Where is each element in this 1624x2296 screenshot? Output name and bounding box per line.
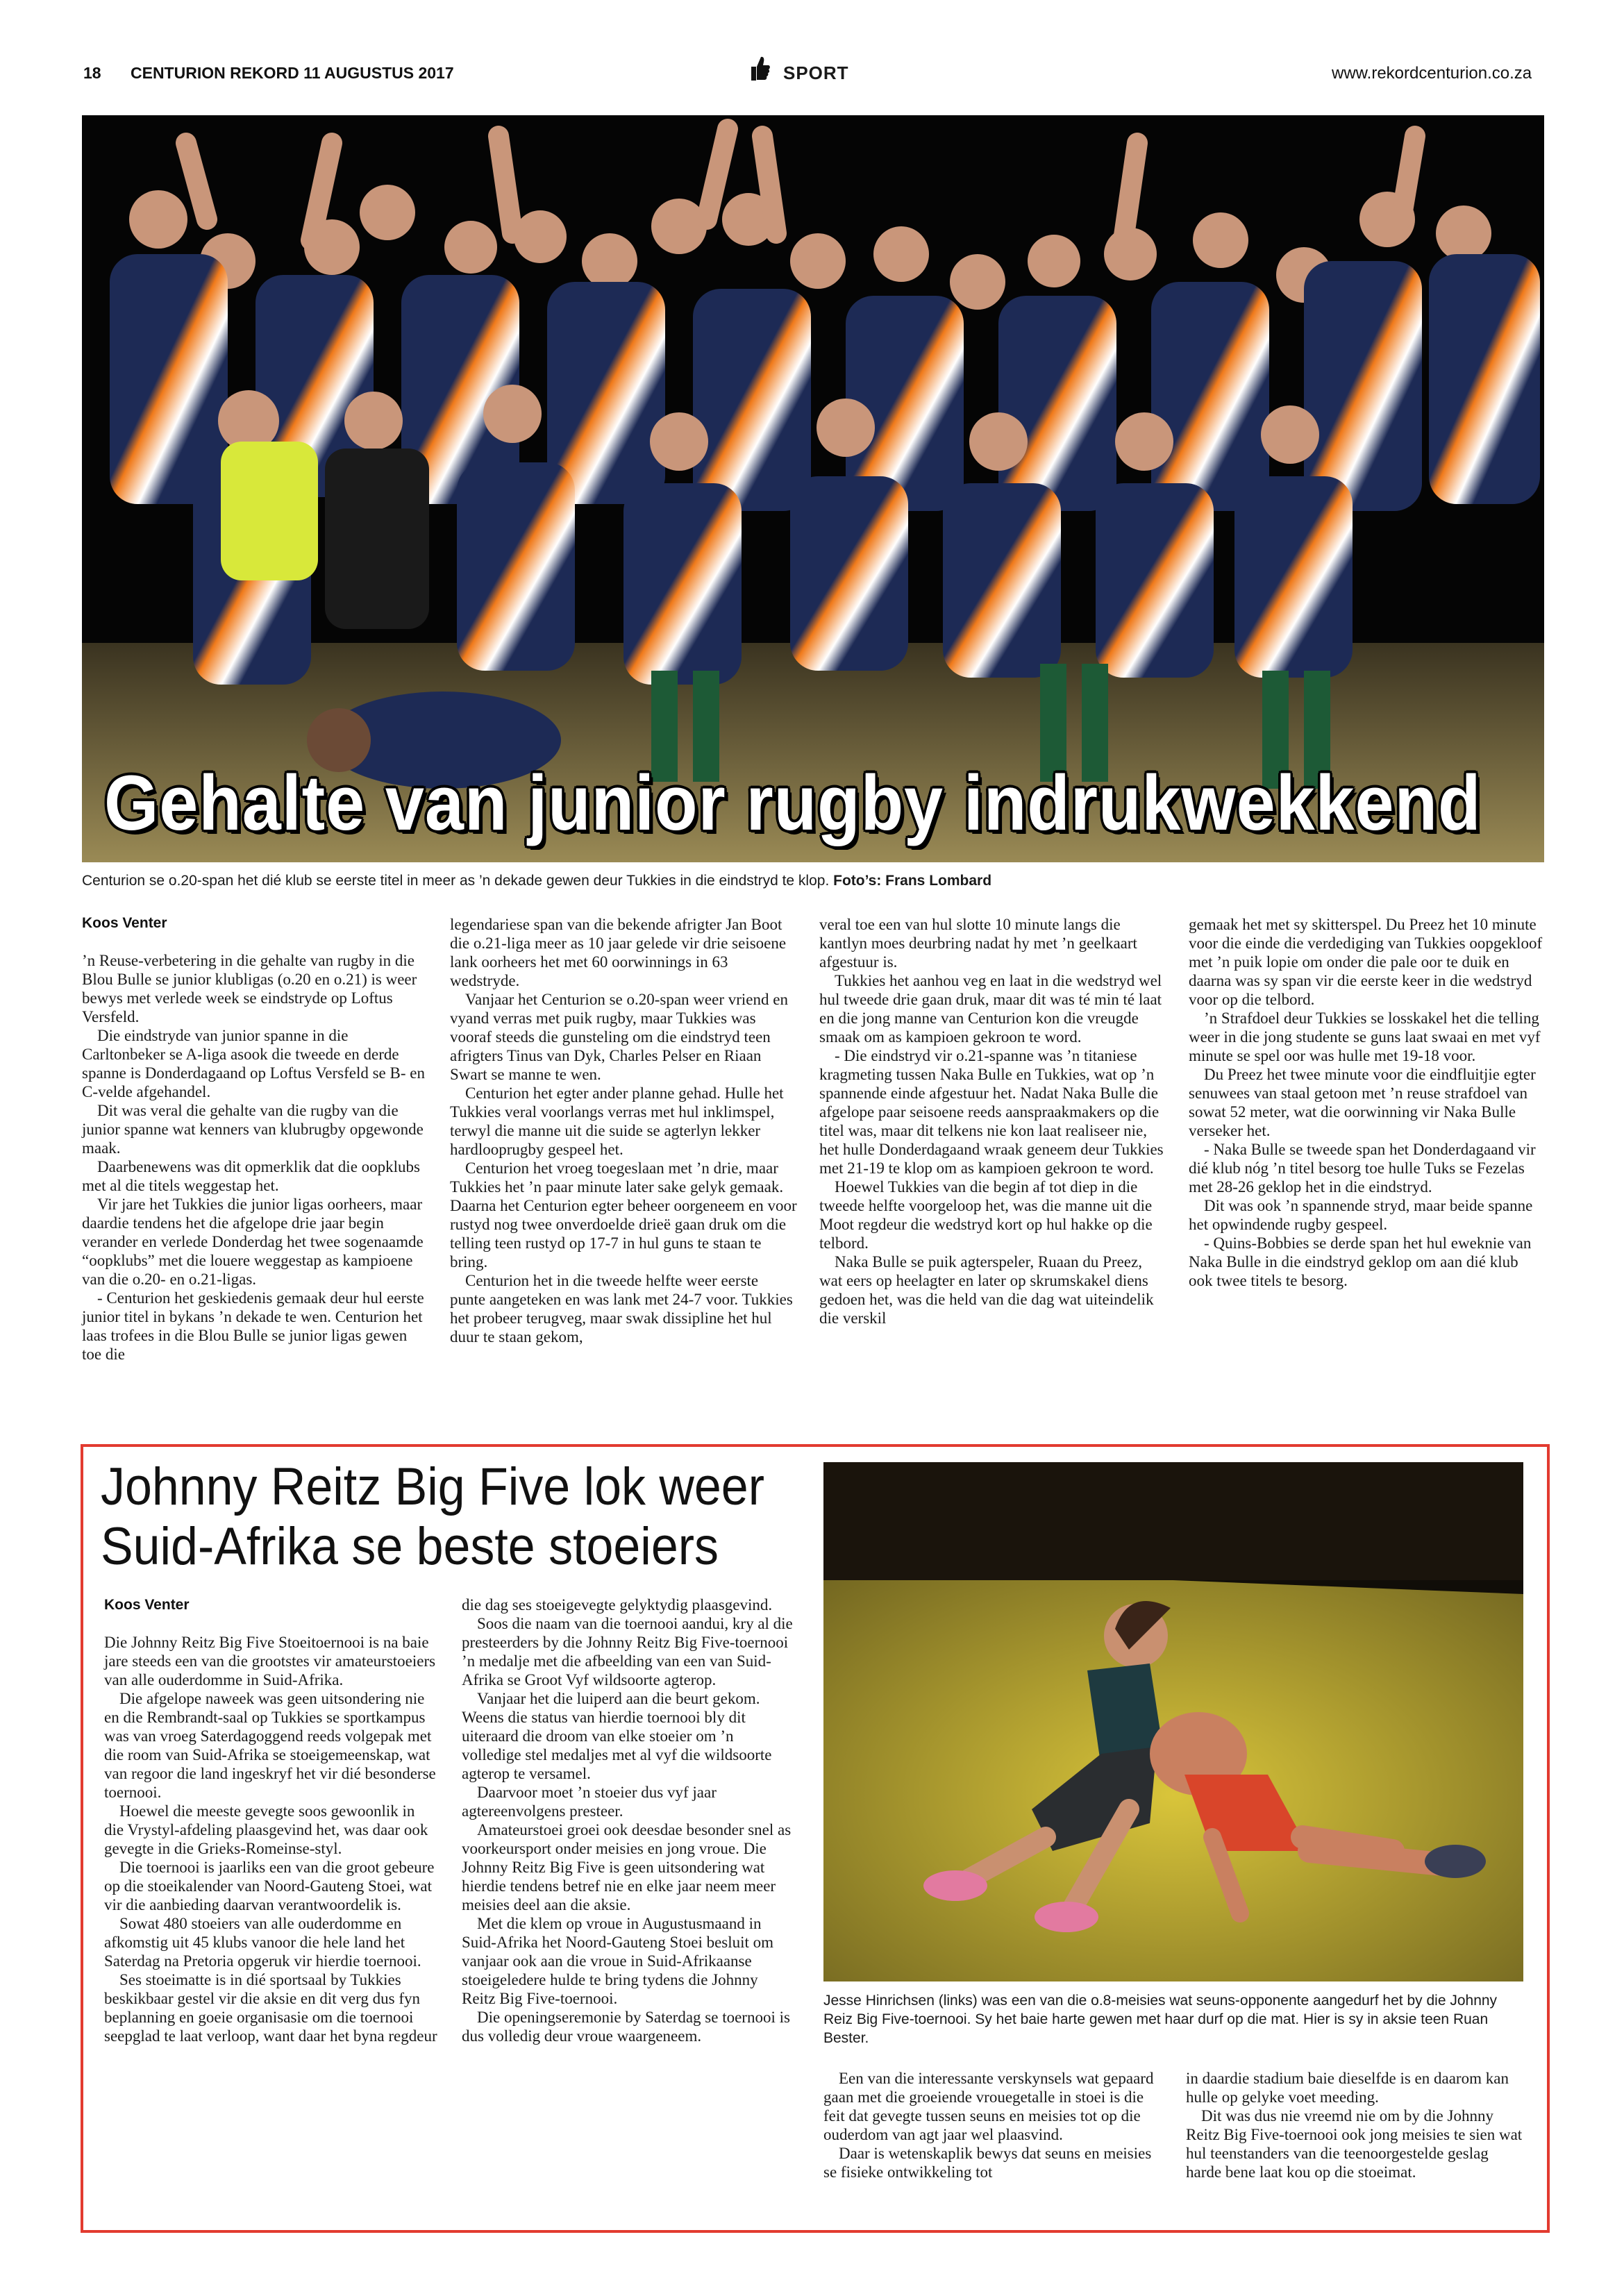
story1-column-1 (82, 951, 429, 1364)
page-number: 18 (83, 64, 101, 82)
paragraph: - Centurion het geskiedenis gemaak deur hul eerste junior titel in bykans ’n dekade te wen. Centurion het laas trofees in die Blou Bulle se junior ligas gewen toe die (82, 1289, 424, 1363)
thumbs-up-icon (747, 54, 771, 82)
paragraph: Vir jare het Tukkies die junior ligas oorheers, maar daardie tendens het die afgelope drie jaar begin verander en verlede Donderdag het twee sogenaamde “oopklubs” met die louere weggestap as kampioene van die o.20- en o.21-ligas. (82, 1196, 424, 1288)
paragraph: Du Preez het twee minute voor die eindfluitjie egter senuwees van staal getoon met ’n reuse strafdoel van sowat 52 meter, wat die oorwinning vir Naka Bulle verseker het. (1189, 1066, 1536, 1139)
story1-column-3 (819, 915, 1166, 1327)
paragraph: Soos die naam van die toernooi aandui, kry al die presteerders by die Johnny Reitz Big Five-toernooi ’n medalje met die afbeelding van een van Suid-Afrika se Groot Vyf wildsoorte agterop. (462, 1615, 793, 1689)
paragraph: Daarvoor moet ’n stoeier dus vyf jaar agtereenvolgens presteer. (462, 1784, 717, 1820)
story2-column-3 (823, 2069, 1164, 2181)
paragraph: Dit was veral die gehalte van die rugby van die junior spanne wat kenners van klubrugby opgewonde maak. (82, 1102, 424, 1157)
paragraph: Die eindstryde van junior spanne in die Carltonbeker se A-liga asook die tweede en derde spanne is Donderdagaand op Loftus Versfeld se B- en C-velde afgehandel. (82, 1027, 425, 1100)
story2-headline-line-1: Johnny Reitz Big Five lok weer (101, 1457, 764, 1516)
section-label (737, 54, 855, 87)
publication-date: CENTURION REKORD 11 AUGUSTUS 2017 (131, 64, 454, 82)
paragraph: Vanjaar het Centurion se o.20-span weer vriend en vyand verras met puik rugby, maar Tukkies was vooraf steeds die gunsteling om die eindstryd teen afrigters Tinus van Dyk, Charles Pelser en Riaan Swart se manne te wen. (450, 991, 788, 1083)
paragraph: - Die eindstryd vir o.21-spanne was ’n titaniese kragmeting tussen Naka Bulle en Tukkies, wat op ’n spannende einde afgestuur het. Nadat Naka Bulle die afgelope paar seisoene reeds aanspraakmakers op die titel was, maar dit telkens nie kon laat realiseer nie, het hulle Donderdagaand wraak geneem deur Tukkies met 21-19 te klop om as kampioen gekroon te word. (819, 1047, 1164, 1177)
section-name: SPORT (783, 62, 849, 83)
paragraph: Naka Bulle se puik agterspeler, Ruaan du Preez, wat eers op heelagter en later op skrumskakel diens gedoen het, was die held van die dag wat uiteindelik die verskil (819, 1253, 1154, 1327)
story1-column-2 (450, 915, 797, 1346)
story1-headline: Gehalte van junior rugby indrukwekkend (104, 760, 1482, 846)
paragraph: ’n Reuse-verbetering in die gehalte van rugby in die Blou Bulle se junior klubligas (o.20 en o.21) is weer bewys met verlede week se eindstryde op Loftus Versfeld. (82, 952, 417, 1025)
paragraph: Die Johnny Reitz Big Five Stoeitoernooi is na baie jare steeds een van die grootstes vir amateurstoeiers van alle ouderdomme in Suid-Afrika. (104, 1634, 436, 1689)
story1-photo-caption (82, 871, 1547, 890)
caption-text: Centurion se o.20-span het dié klub se eerste titel in meer as ’n dekade gewen deur Tukkies in die eindstryd te klop. (82, 873, 830, 889)
paragraph: Hoewel die meeste gevegte soos gewoonlik in die Vrystyl-afdeling plaasgevind het, was daar ook gevegte in die Grieks-Romeinse-styl. (104, 1802, 428, 1857)
paragraph: ’n Strafdoel deur Tukkies se losskakel het die telling weer in die jong studente se guns laat swaai en met vyf minute se spel oor was hulle met 19-18 voor. (1189, 1009, 1541, 1064)
website-url[interactable]: www.rekordcenturion.co.za (1332, 64, 1532, 83)
story2-column-4 (1186, 2069, 1526, 2181)
paragraph: legendariese span van die bekende afrigter Jan Boot die o.21-liga meer as 10 jaar gelede vir drie seisoene lank oorheers het met 60 oorwinnings in 63 wedstryde. (450, 916, 787, 989)
paragraph: in daardie stadium baie dieselfde is en daarom kan hulle op gelyke voet meeding. (1186, 2070, 1509, 2106)
paragraph: Hoewel Tukkies van die begin af tot diep in die tweede helfte voorgeloop het, was die manne uit die Moot regdeur die wedstryd kort op hul hakke op die telbord. (819, 1178, 1153, 1252)
paragraph: Dit was ook ’n spannende stryd, maar beide spanne het opwindende rugby gespeel. (1189, 1197, 1533, 1233)
paragraph: die dag ses stoeigevegte gelyktydig plaasgevind. (462, 1596, 773, 1614)
story1-column-4 (1189, 915, 1544, 1290)
photo-credit: Foto’s: Frans Lombard (833, 873, 992, 889)
paragraph: Centurion het in die tweede helfte weer eerste punte aangeteken en was lank met 24-7 voor. Tukkies het probeer terugveg, maar swak dissipline het hul duur te staan gekom, (450, 1272, 793, 1346)
paragraph: Met die klem op vroue in Augustusmaand in Suid-Afrika het Noord-Gauteng Stoei besluit om vanjaar ook aan die vroue in Suid-Afrikaanse stoeigeledere hulde te bring tydens die Johnny Reitz Big Five-toernooi. (462, 1915, 774, 2007)
wrestling-photo (823, 1462, 1523, 1981)
paragraph: Centurion het vroeg toegeslaan met ’n drie, maar Tukkies het ’n paar minute later sake gelyk gemaak. Daarna het Centurion egter beheer oorgeneem en voor rustyd nog twee onverdoelde drieë gaan druk om die telling teen rustyd op 17-7 in hul guns te staan te bring. (450, 1159, 797, 1271)
paragraph: Daarbenewens was dit opmerklik dat die oopklubs met al die titels weggestap het. (82, 1158, 420, 1194)
paragraph: - Quins-Bobbies se derde span het hul eweknie van Naka Bulle in die eindstryd geklop om aan dié klub ook twee titels te besorg. (1189, 1234, 1532, 1289)
story1-byline: Koos Venter (82, 915, 167, 931)
rugby-team-photo (82, 115, 1544, 862)
paragraph: Daar is wetenskaplik bewys dat seuns en meisies se fisieke ontwikkeling tot (823, 2145, 1152, 2181)
story2-byline: Koos Venter (104, 1597, 190, 1613)
story2-column-2 (462, 1595, 795, 2045)
story2-headline-line-2: Suid-Afrika se beste stoeiers (101, 1517, 719, 1576)
paragraph: Een van die interessante verskynsels wat gepaard gaan met die groeiende vrouegetalle in stoei is die feit dat gevegte tussen seuns en meisies tot op die ouderdom van agt jaar wel plaasvind. (823, 2070, 1154, 2143)
paragraph: Die afgelope naweek was geen uitsondering nie en die Rembrandt-saal op Tukkies se sportkampus was van vroeg Saterdagoggend reeds volgepak met die room van Suid-Afrika se stoeigemeenskap, wat van regoor die land ingeskryf het vir dié besonderse toernooi. (104, 1690, 436, 1801)
paragraph: Centurion het egter ander planne gehad. Hulle het Tukkies veral voorlangs verras met hul inklimspel, terwyl die manne uit die suide se agterlyn lekker hardlooprugby gespeel het. (450, 1084, 784, 1158)
story2-photo-caption: Jesse Hinrichsen (links) was een van die o.8-meisies wat seuns-opponente aangedurf het by die Johnny Reiz Big Five-toernooi. Sy het baie harte gewen met haar durf op die mat. Hier is sy in aksie teen Ruan Bester. (823, 1993, 1498, 2046)
paragraph: Sowat 480 stoeiers van alle ouderdomme en afkomstig uit 45 klubs vanoor die hele land het Saterdag na Pretoria opgeruk vir hierdie toernooi. (104, 1915, 421, 1970)
story2-column-1 (104, 1633, 437, 2045)
paragraph: veral toe een van hul slotte 10 minute langs die kantlyn moes deurbring nadat hy met ’n geelkaart afgestuur is. (819, 916, 1137, 971)
paragraph: Vanjaar het die luiperd aan die beurt gekom. Weens die status van hierdie toernooi bly dit uiteraard die droom van elke stoeier om ’n volledige stel medaljes met al vyf die wildsoorte agterop te versamel. (462, 1690, 772, 1782)
paragraph: gemaak het met sy skitterspel. Du Preez het 10 minute voor die einde die verdediging van Tukkies oopgekloof met ’n puik lopie om onder die pale oor te duik en daarna was sy span vir die eerste keer in die wedstryd voor op die telbord. (1189, 916, 1543, 1008)
paragraph: Die toernooi is jaarliks een van die groot gebeure op die stoeikalender van Noord-Gauteng Stoei, wat vir die aanbieding daarvan verantwoordelik is. (104, 1859, 435, 1913)
paragraph: - Naka Bulle se tweede span het Donderdagaand vir dié klub nóg ’n titel besorg toe hulle Tuks se Fezelas met 28-26 geklop het in die eindstryd. (1189, 1141, 1536, 1196)
paragraph: Dit was dus nie vreemd nie om by die Johnny Reitz Big Five-toernooi ook jong meisies te sien wat hul teenstanders van die teenoorgestelde geslag harde bene laat kou op die stoeimat. (1186, 2107, 1523, 2181)
paragraph: Tukkies het aanhou veg en laat in die wedstryd wel hul tweede drie gaan druk, maar dit was té min té laat en die jong manne van Centurion kon die vreugde smaak om as kampioen gekroon te word. (819, 972, 1162, 1046)
paragraph: Die openingseremonie by Saterdag se toernooi is dus volledig deur vroue waargeneem. (462, 2009, 790, 2045)
paragraph: Ses stoeimatte is in dié sportsaal by Tukkies beskikbaar gestel vir die aksie en dit verg dus fyn beplanning en goeie organisasie om die toernooi seepglad te laat verloop, want daar het byna regdeur (104, 1971, 437, 2045)
paragraph: Amateurstoei groei ook deesdae besonder snel as voorkeursport onder meisies en jong vroue. Die Johnny Reitz Big Five is geen uitsondering wat hierdie tendens betref nie en elke jaar neem meer meisies deel aan die aksie. (462, 1821, 792, 1913)
